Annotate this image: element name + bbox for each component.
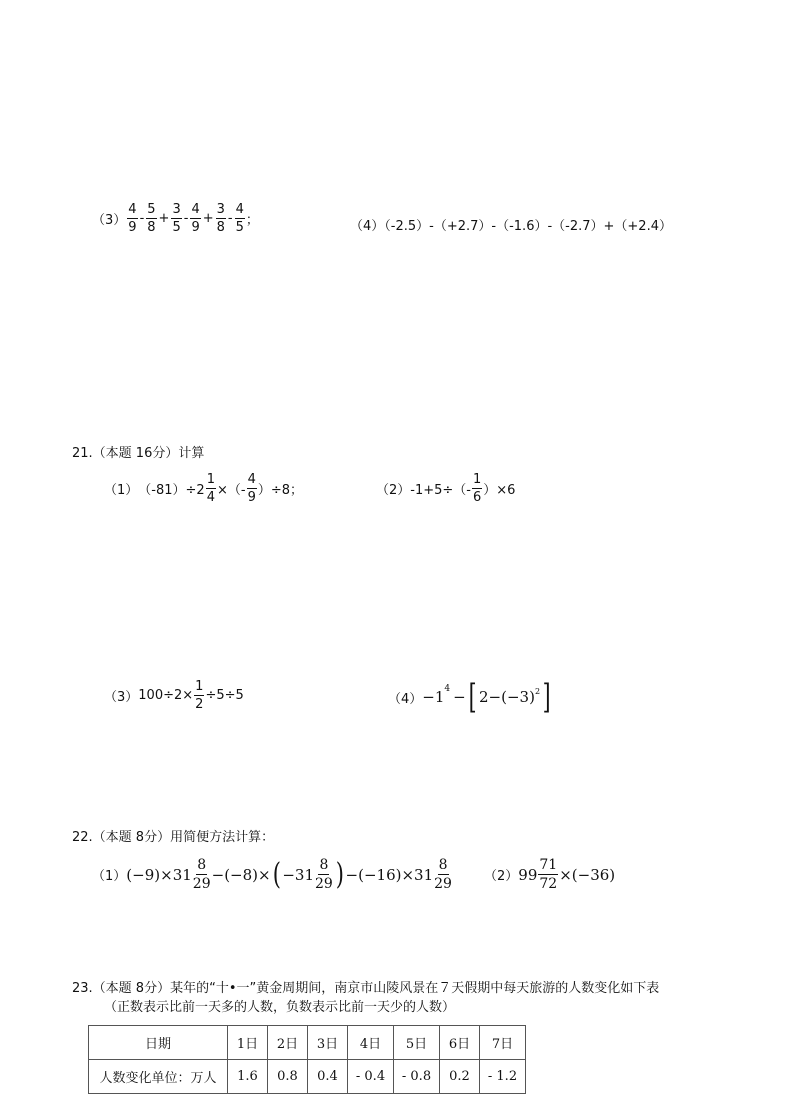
problem20-part4	[350, 215, 672, 234]
table-cell: 1日	[228, 1026, 268, 1060]
row-header: 日期	[89, 1026, 228, 1060]
fraction: $\frac{5}{8}$	[147, 202, 156, 235]
table-cell: 3日	[308, 1026, 348, 1060]
expression-post: ）÷8；	[257, 483, 304, 498]
part-label: （3）	[104, 690, 139, 705]
paren-open: (	[571, 865, 578, 884]
table-row	[89, 1026, 526, 1060]
part-label: （3）	[92, 213, 127, 228]
visitor-change-table	[88, 1025, 526, 1094]
part-label: （4）	[388, 691, 423, 707]
operator: −	[345, 865, 359, 884]
problem23-heading: 23.（本题 8分）某年的“十•一”黄金周期间，南京市山陵风景在７天假期中每天旅游的人数变化如下表	[72, 981, 660, 996]
problem21-part1	[104, 473, 303, 504]
fraction: $\frac{8}{29}$	[314, 857, 333, 892]
mixed-fraction: $\frac{1}{4}$	[206, 472, 215, 505]
term: −16	[363, 865, 396, 884]
bracket-close: ]	[542, 677, 551, 717]
operator: ×31	[401, 865, 434, 884]
expression-post: ）×6	[483, 483, 516, 498]
term: −1	[422, 688, 445, 706]
operator: −	[453, 688, 466, 706]
fraction: $\frac{3}{5}$	[172, 202, 181, 235]
exponent: 4	[444, 684, 451, 694]
term: −36	[577, 865, 610, 884]
operator: −	[211, 865, 225, 884]
expression-pre: -1+5÷（-	[410, 483, 471, 498]
inner-base: −3	[506, 688, 530, 706]
punctuation: ；	[245, 213, 259, 228]
operator: ×	[559, 865, 572, 884]
paren-close: )	[609, 865, 616, 884]
fraction: $\frac{8}{29}$	[434, 857, 452, 892]
operator: -	[139, 211, 145, 226]
problem21-heading: 21.（本题 16分）计算	[72, 446, 205, 461]
paren-close: )	[252, 865, 259, 884]
bracket-open: [	[468, 677, 477, 717]
problem21-part2	[376, 473, 515, 504]
big-paren-close: )	[335, 856, 344, 892]
table-row	[89, 1060, 526, 1094]
table-cell: 4日	[348, 1026, 394, 1060]
term: −9	[132, 865, 155, 884]
problem23-subheading: （正数表示比前一天多的人数，负数表示比前一天少的人数）	[104, 1000, 456, 1015]
table-cell: 7日	[480, 1026, 526, 1060]
problem22-part2	[484, 858, 615, 891]
problem22-part1	[92, 858, 453, 891]
part-label: （4）	[350, 219, 385, 234]
paren-open: (	[224, 865, 231, 884]
term: −8	[230, 865, 253, 884]
operator: -	[227, 211, 233, 226]
table-cell: 1.6	[228, 1060, 268, 1094]
inner-pre: 2−	[478, 688, 502, 706]
part-label: （1）	[92, 869, 127, 884]
fraction: $\frac{71}{72}$	[539, 857, 558, 892]
fraction: $\frac{4}{5}$	[235, 202, 244, 235]
fraction: $\frac{3}{8}$	[216, 202, 225, 235]
table-cell: - 0.8	[394, 1060, 440, 1094]
fraction: $\frac{1}{6}$	[473, 472, 482, 505]
paren-open: (	[501, 688, 507, 706]
table-cell: - 0.4	[348, 1060, 394, 1094]
table-cell: 0.2	[440, 1060, 480, 1094]
expression-post: ÷5÷5	[205, 688, 244, 703]
paren-open: (	[126, 865, 133, 884]
operator: +	[202, 211, 214, 226]
expression-mid: ×（-	[216, 483, 246, 498]
table-cell: 6日	[440, 1026, 480, 1060]
paren-close: )	[154, 865, 161, 884]
table-cell: 5日	[394, 1026, 440, 1060]
paren-close: )	[529, 688, 535, 706]
operator: ×	[258, 865, 271, 884]
table-cell: - 1.2	[480, 1060, 526, 1094]
big-paren-open: (	[272, 856, 281, 892]
paren-open: (	[358, 865, 364, 884]
problem20-part3	[92, 203, 259, 234]
expression-pre: 100÷2×	[138, 688, 194, 703]
paren-close: )	[395, 865, 402, 884]
expression: （-2.5）-（+2.7）-（-1.6）-（-2.7）+（+2.4）	[384, 219, 672, 234]
problem22-heading: 22.（本题 8分）用简便方法计算：	[72, 830, 275, 845]
term: −31	[282, 865, 314, 884]
problem21-part4	[388, 677, 553, 717]
operator: ×31	[160, 865, 192, 884]
integer-part: 99	[518, 865, 538, 884]
part-label: （2）	[484, 869, 519, 884]
fraction: $\frac{8}{29}$	[192, 857, 211, 892]
exponent: 2	[534, 686, 541, 696]
operator: -	[183, 211, 189, 226]
fraction: $\frac{4}{9}$	[191, 202, 200, 235]
fraction: $\frac{4}{9}$	[247, 472, 256, 505]
table-cell: 2日	[268, 1026, 308, 1060]
part-label: （2）	[376, 483, 411, 498]
row-header: 人数变化单位：万人	[89, 1060, 228, 1094]
table-cell: 0.4	[308, 1060, 348, 1094]
fraction: $\frac{1}{2}$	[195, 679, 204, 712]
table-cell: 0.8	[268, 1060, 308, 1094]
problem21-part3	[104, 680, 244, 711]
fraction: $\frac{4}{9}$	[128, 202, 137, 235]
part-label: （1）	[104, 483, 139, 498]
expression-pre: （-81）÷2	[138, 483, 205, 498]
operator: +	[158, 211, 170, 226]
